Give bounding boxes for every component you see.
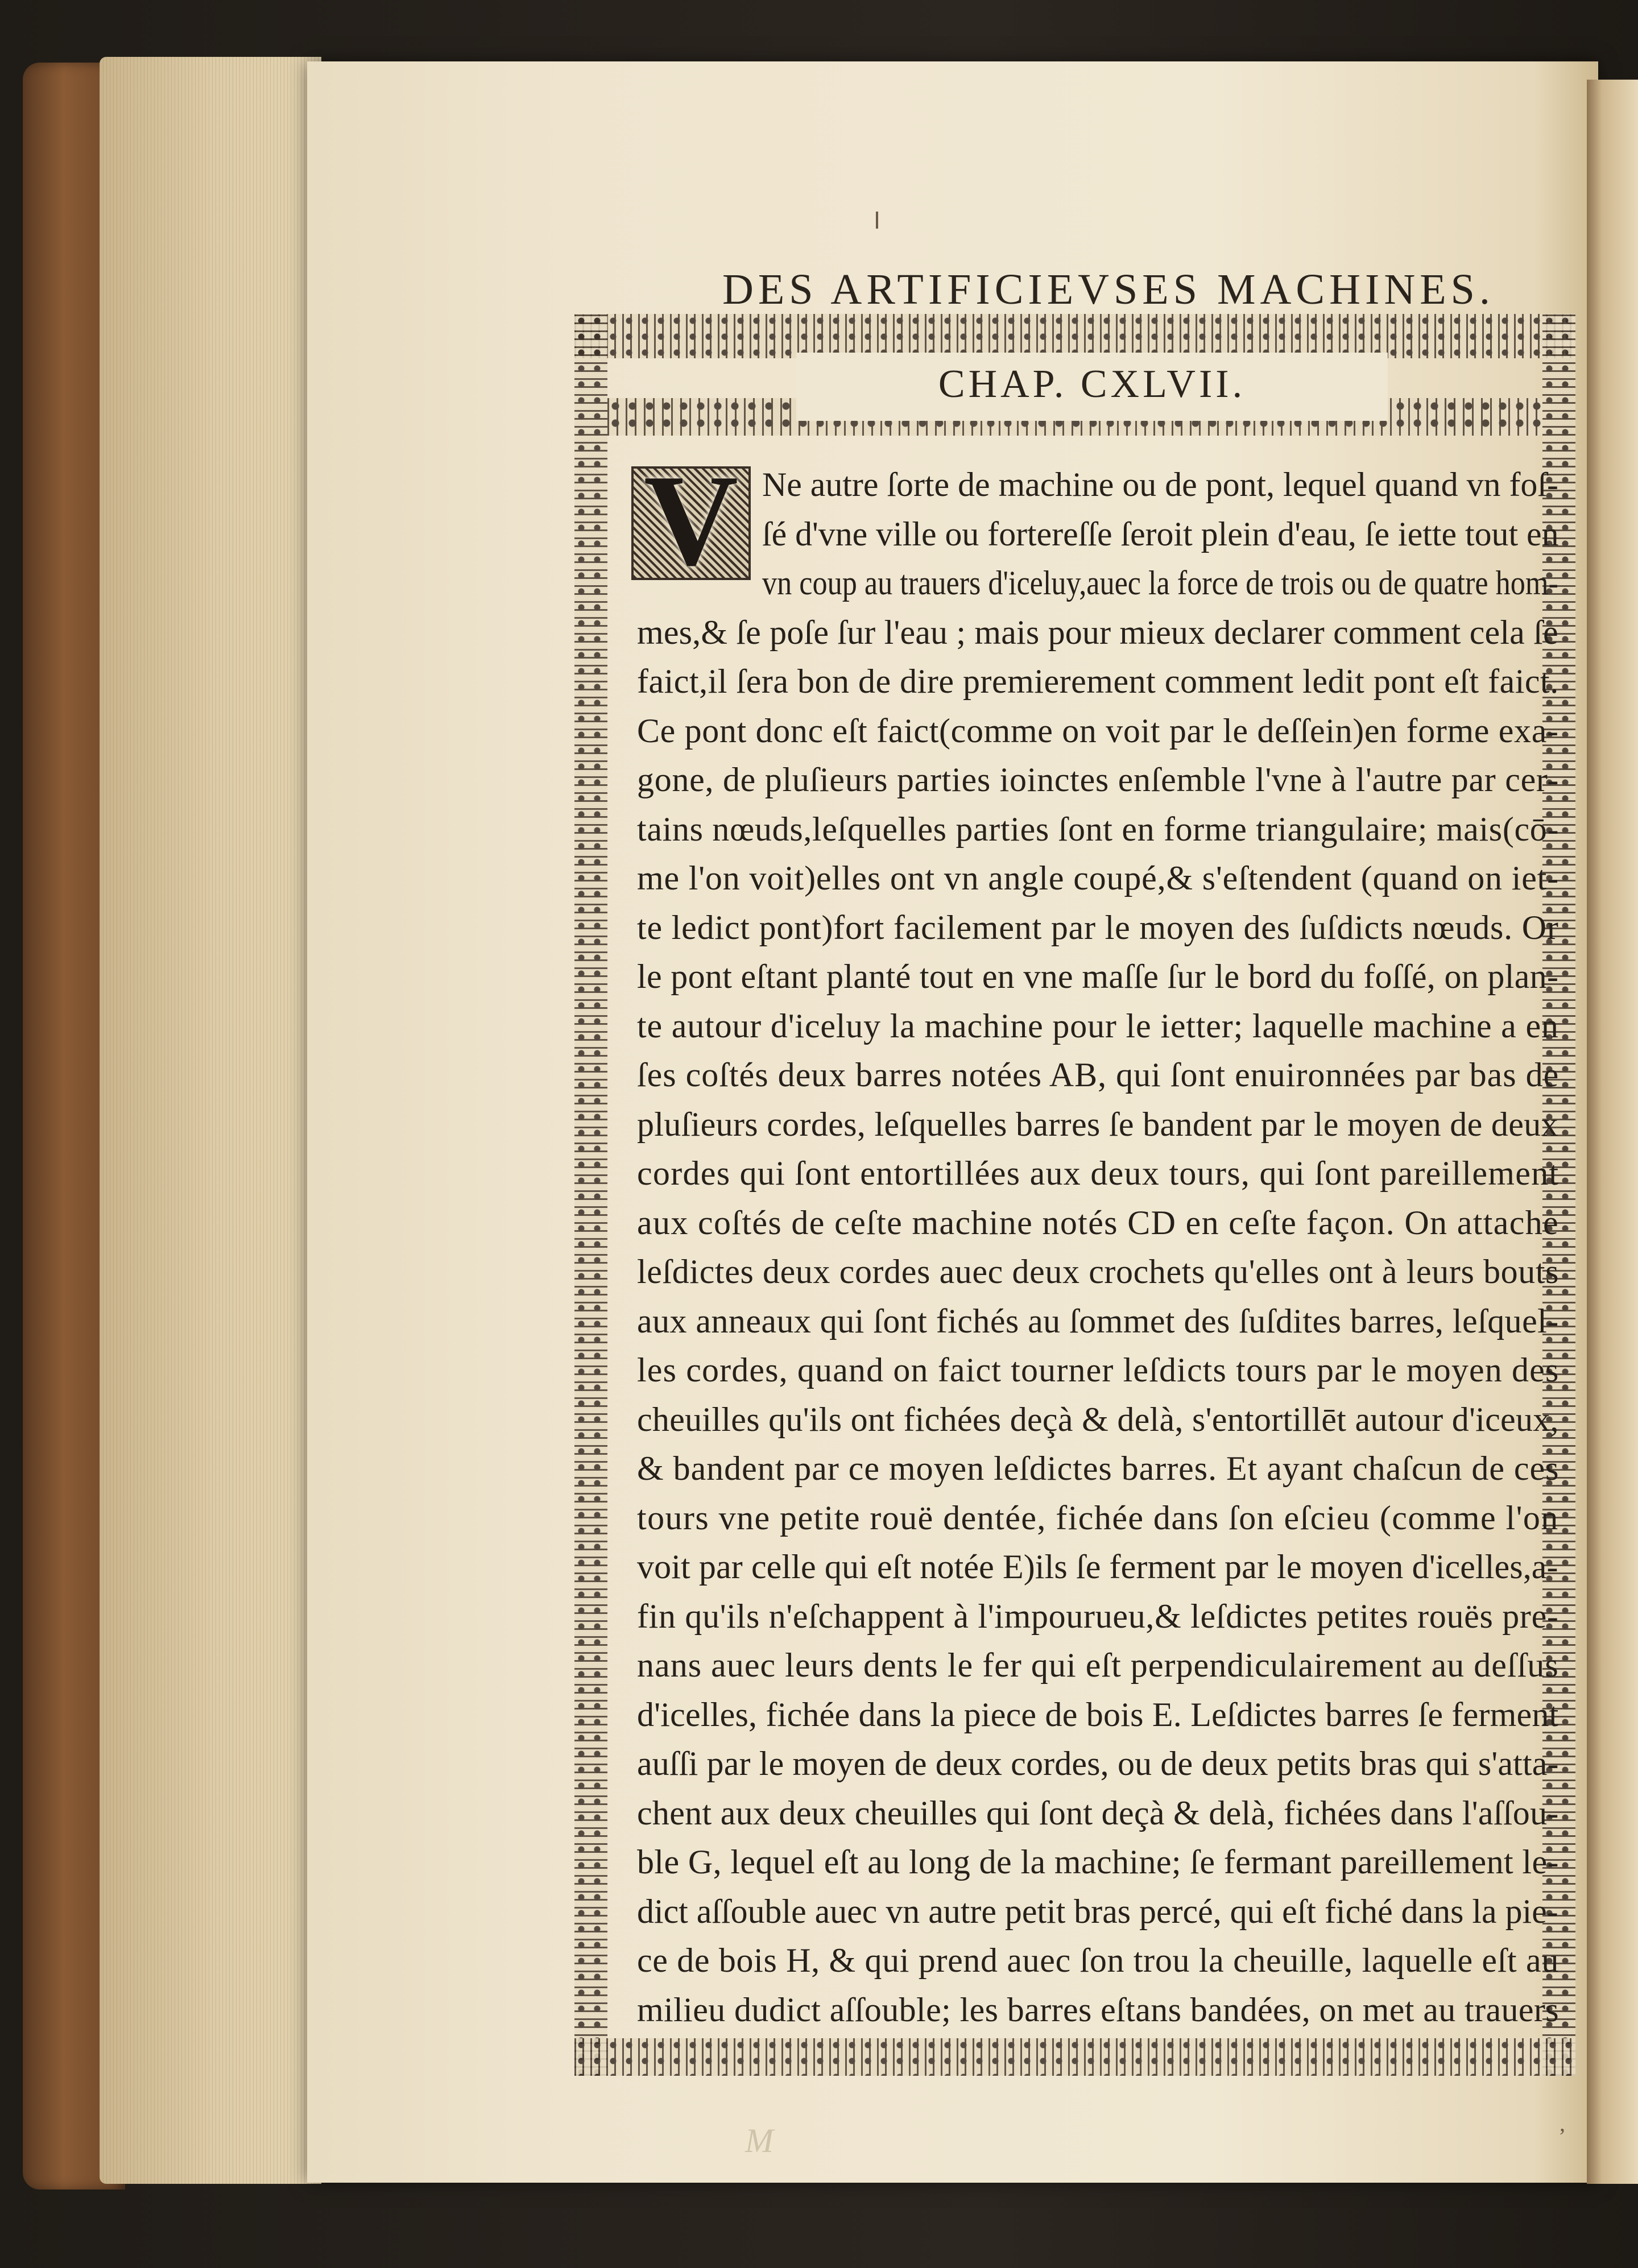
text-line: cheuilles qu'ils ont fichées deçà & delà, s'entortillēt autour d'iceux, — [637, 1400, 1559, 1438]
text-line: gone, de pluſieurs parties ioinctes enſemble l'vne à l'autre par cer- — [637, 761, 1560, 798]
text-line: milieu dudict aſſouble; les barres eſtans bandées, on met au trauers — [637, 1990, 1560, 2029]
text-line: tains nœuds,leſquelles parties ſont en forme triangulaire; mais(cō- — [637, 810, 1560, 848]
chapter-title: CHAP. CXLVII. — [938, 362, 1246, 406]
page-fore-edge — [100, 57, 321, 2184]
text-line: les cordes, quand on faict tourner leſdicts tours par le moyen des — [637, 1351, 1560, 1389]
running-head: DES ARTIFICIEVSES MACHINES. — [722, 266, 1495, 313]
text-line: voit par celle qui eſt notée E)ils ſe ferment par le moyen d'icelles,a- — [637, 1548, 1558, 1586]
ornament-border-left — [574, 314, 607, 2076]
text-line: auſſi par le moyen de deux cordes, ou de deux petits bras qui s'atta- — [637, 1745, 1559, 1782]
text-line: aux anneaux qui ſont fichés au ſommet des ſuſdites barres, leſquel- — [637, 1302, 1559, 1340]
ornament-border-bottom — [574, 2038, 1575, 2076]
drop-cap-letter: V — [643, 448, 739, 593]
text-line: cordes qui ſont entortillées aux deux tours, qui ſont pareillement — [637, 1154, 1560, 1192]
text-line: mes,& ſe poſe ſur l'eau ; mais pour mieux declarer comment cela ſe — [637, 613, 1558, 651]
text-line: ſé d'vne ville ou fortereſſe ſeroit plein d'eau, ſe iette tout en — [762, 515, 1559, 553]
text-line: dict aſſouble auec vn autre petit bras percé, qui eſt fiché dans la pie- — [637, 1892, 1558, 1930]
page-mark — [876, 212, 878, 229]
text-line: me l'on voit)elles ont vn angle coupé,& s'eſtendent (quand on iet- — [637, 859, 1559, 897]
text-line: ce de bois H, & qui prend auec ſon trou la cheuille, laquelle eſt au — [637, 1942, 1559, 1979]
text-line: d'icelles, fichée dans la piece de bois E. Leſdictes barres ſe ferment — [637, 1695, 1559, 1733]
text-line: Ne autre ſorte de machine ou de pont, lequel quand vn foſ- — [762, 466, 1558, 503]
text-line: aux coſtés de ceſte machine notés CD en ceſte façon. On attache — [637, 1203, 1560, 1241]
text-line: pluſieurs cordes, leſquelles barres ſe bandent par le moyen de deux — [637, 1105, 1558, 1143]
text-line: Ce pont donc eſt faict(comme on voit par le deſſein)en forme exa- — [637, 711, 1559, 750]
corner-mark: , — [1560, 2110, 1565, 2136]
ornament-border-top — [574, 314, 1575, 358]
text-line: ble G, lequel eſt au long de la machine; ſe fermant pareillement le- — [637, 1843, 1559, 1881]
text-line: ſes coſtés deux barres notées AB, qui ſont enuironnées par bas de — [637, 1056, 1560, 1094]
text-line: nans auec leurs dents le fer qui eſt perpendiculairement au deſſus — [637, 1646, 1559, 1684]
text-line: te autour d'iceluy la machine pour le ietter; laquelle machine a en — [637, 1007, 1559, 1045]
text-line: leſdictes deux cordes auec deux crochets qu'elles ont à leurs bouts — [637, 1253, 1560, 1290]
text-line: te ledict pont)fort facilement par le moyen des ſuſdicts nœuds. Or — [637, 908, 1559, 946]
signature-mark: M — [745, 2122, 774, 2159]
text-line: chent aux deux cheuilles qui ſont deçà & delà, fichées dans l'aſſou- — [637, 1794, 1559, 1832]
text-line: fin qu'ils n'eſchappent à l'impourueu,& leſdictes petites rouës pre- — [637, 1597, 1559, 1635]
text-line: vn coup au trauers d'iceluy,auec la force de trois ou de quatre hom- — [762, 564, 1558, 602]
text-line: faict,il ſera bon de dire premierement comment ledit pont eſt faict. — [637, 663, 1559, 700]
text-line: tours vne petite rouë dentée, fichée dans ſon eſcieu (comme l'on — [637, 1499, 1559, 1537]
text-line: le pont eſtant planté tout en vne maſſe ſur le bord du foſſé, on plan- — [637, 958, 1559, 995]
facing-page-edge — [1587, 80, 1638, 2184]
text-line: & bandent par ce moyen leſdictes barres. Et ayant chaſcun de ces — [637, 1450, 1560, 1487]
